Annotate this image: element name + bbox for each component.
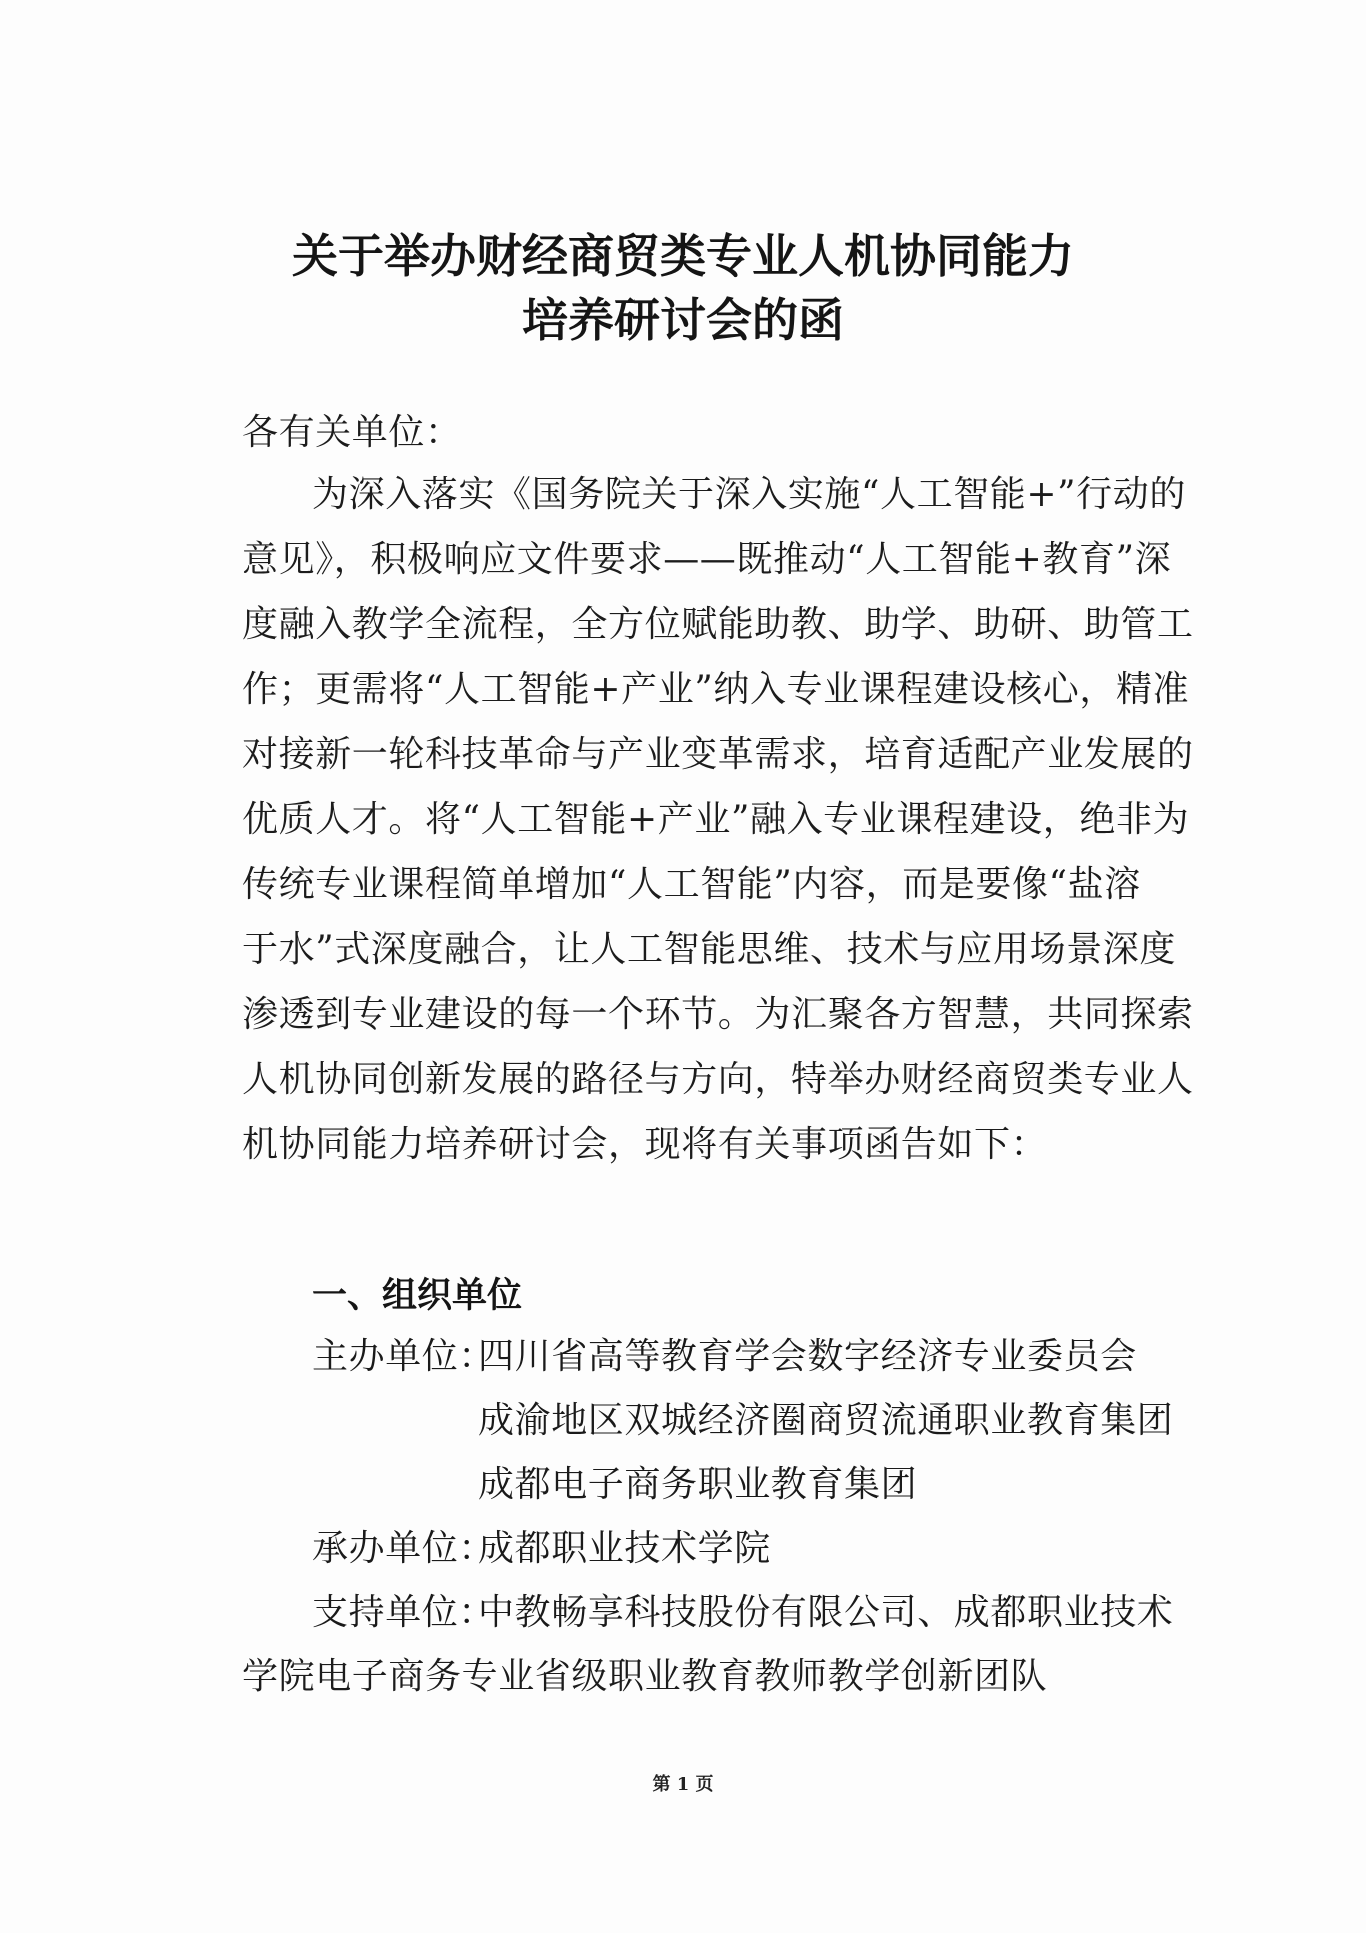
section-heading-organizers: 一、组织单位 [312,1276,523,1316]
body-paragraph-line: 于水”式深度融合，让人工智能思维、技术与应用场景深度 [242,929,1177,970]
host-unit-value: 成渝地区双城经济圈商贸流通职业教育集团 [478,1400,1174,1441]
support-unit-value: 中教畅享科技股份有限公司、成都职业技术 [478,1592,1174,1633]
body-paragraph-line: 为深入落实《国务院关于深入实施“人工智能+”行动的 [312,474,1186,515]
support-unit-value-continued: 学院电子商务专业省级职业教育教师教学创新团队 [242,1656,1048,1697]
body-paragraph-line: 人机协同创新发展的路径与方向，特举办财经商贸类专业人 [242,1059,1194,1100]
body-paragraph-line: 优质人才。将“人工智能+产业”融入专业课程建设，绝非为 [242,799,1190,840]
body-paragraph-line: 意见》，积极响应文件要求——既推动“人工智能+教育”深 [242,539,1172,580]
support-unit-label: 支持单位： [312,1592,496,1633]
body-paragraph-line: 作；更需将“人工智能+产业”纳入专业课程建设核心，精准 [242,669,1190,710]
body-paragraph-line: 度融入教学全流程，全方位赋能助教、助学、助研、助管工 [242,604,1194,645]
body-paragraph-line: 机协同能力培养研讨会，现将有关事项函告如下： [242,1124,1048,1165]
body-paragraph-line: 对接新一轮科技革命与产业变革需求，培育适配产业发展的 [242,734,1194,775]
page-number: 第 1 页 [652,1774,714,1795]
organizer-unit-value: 成都职业技术学院 [478,1528,771,1569]
host-unit-value: 成都电子商务职业教育集团 [478,1464,918,1505]
organizer-unit-label: 承办单位： [312,1528,496,1569]
host-unit-value: 四川省高等教育学会数字经济专业委员会 [478,1336,1137,1377]
salutation: 各有关单位： [242,412,462,453]
body-paragraph-line: 渗透到专业建设的每一个环节。为汇聚各方智慧，共同探索 [242,994,1194,1035]
body-paragraph-line: 传统专业课程简单增加“人工智能”内容，而是要像“盐溶 [242,864,1141,905]
document-title-line-2: 培养研讨会的函 [522,293,844,347]
host-units-label: 主办单位： [312,1336,496,1377]
document-title-line-1: 关于举办财经商贸类专业人机协同能力 [292,229,1074,283]
